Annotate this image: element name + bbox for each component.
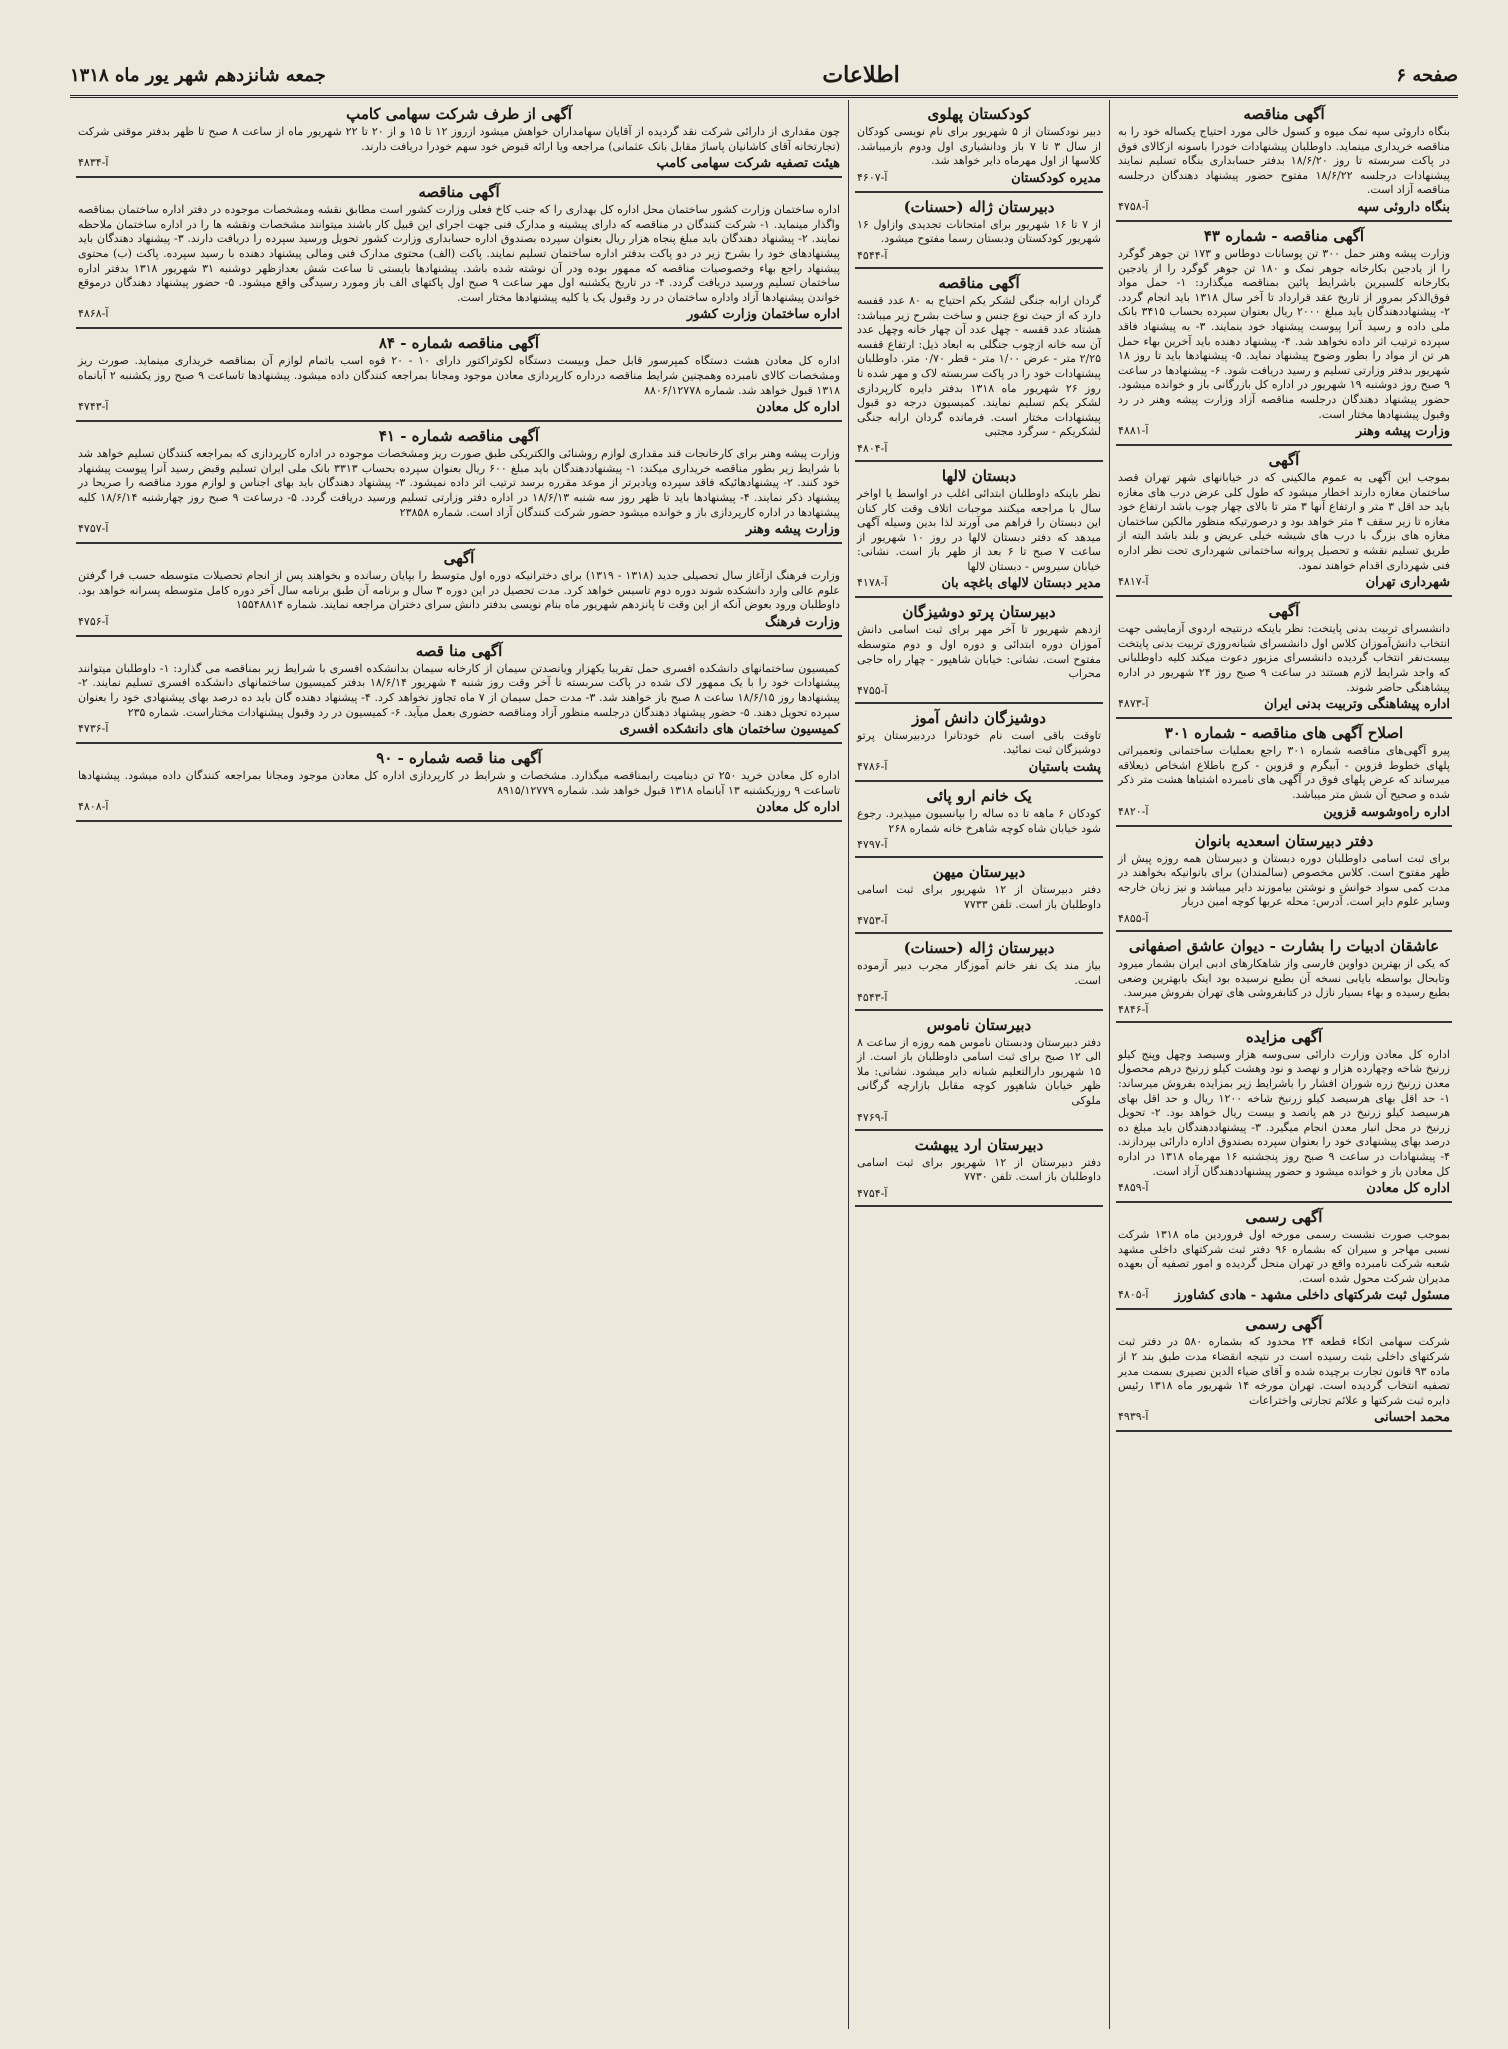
ad-number: آ-۴۷۳۶ (78, 722, 109, 736)
ad-signer: کمیسیون ساختمان های دانشکده افسری (619, 722, 840, 738)
ad-footer (857, 1187, 1101, 1200)
advertisement (1116, 827, 1452, 932)
ad-body: از ۷ تا ۱۶ شهریور برای امتحانات تجدیدی وازاول ۱۶ شهریور کودکستان ودبستان رسما مفتوح میشود. (857, 217, 1101, 246)
advertisement (76, 637, 842, 744)
ad-body: دبیر نودکستان از ۵ شهریور برای نام نویسی کودکان از سال ۳ تا ۷ باز ودانشیاری اول ودوم بازمیباشد. کلاسها از اول مهرماه دایر خواهد شد. (857, 125, 1102, 168)
ad-footer (857, 760, 1101, 775)
ad-title: آگهی منا قصه شماره - ۹۰ (376, 749, 542, 768)
ad-footer (78, 800, 840, 815)
ad-signer: وزارت پیشه وهنر (745, 522, 840, 538)
page-number: صفحه ۶ (1396, 64, 1458, 86)
ad-title: دبیرستان ژاله (حسنات) (903, 197, 1055, 216)
advertisement (855, 1011, 1103, 1131)
advertisement (855, 462, 1103, 599)
ad-title: آگهی (1268, 602, 1300, 621)
ad-body: بموجب این آگهی به عموم مالکینی که در خیابانهای شهر تهران قصد ساختمان مغازه دارند اخطار میشود که طول کلی عرض درب های مغازه باید حد اقل ۳ متر و ارتفاع آنها ۳ متر تا بالای چهار چوب باشد ارتفاع خود مغازه تا زیر سقف ۴ متر خواهد بود و درصورتیکه منظور مالکین ساختمان مغازه های بزرگ با درب های شیشه خیلی عریض و بلند باشد البته از طریق تسلیم نقشه و تحصیل پروانه ساختمانی شهرداری تحت نظر اداره فنی شهرداری اقدام خواهند نمود. (1118, 471, 1451, 572)
ad-body: که یکی از بهترین دواوین فارسی واز شاهکارهای ادبی ایران بشمار میرود وتابحال بواسطه بایابی نسخه آن بطبع نرسیده بود اینک بابهترین وضعی بطبع رسیده و بهاء بسیار نازل در کتابفروشی های تهران بفروش میرسد. (1118, 956, 1450, 1000)
ad-footer (857, 914, 1101, 927)
column-right (1109, 100, 1458, 2029)
advertisement (855, 100, 1103, 193)
ad-body: بموجب صورت نشست رسمی مورخه اول فروردین ماه ۱۳۱۸ شرکت نسبی مهاجر و سیران که بشماره ۹۶ دفتر ثبت شرکتهای داخلی مشهد شعبه شرکت نامبرده واقع در تهران منحل گردیده و امور تصفیه آن بعهده مدیران شرکت محول شده است. (1118, 1228, 1450, 1285)
ad-number: آ-۴۸۷۳ (1118, 697, 1149, 711)
ad-title: کودکستان پهلوی (927, 105, 1031, 123)
ad-title: آگهی (443, 549, 475, 568)
ad-footer (1118, 1181, 1450, 1196)
ad-number: آ-۴۷۵۷ (78, 522, 109, 536)
ad-footer (78, 400, 840, 415)
ad-footer (1118, 697, 1450, 712)
ad-signer: پشت باستیان (1028, 760, 1101, 776)
ad-number: آ-۴۷۵۸ (1118, 199, 1149, 213)
advertisement (1116, 1310, 1452, 1432)
ad-number: آ-۴۹۳۹ (1118, 1410, 1149, 1424)
ad-signer: وزارت پیشه وهنر (1355, 424, 1450, 440)
column-middle (848, 100, 1109, 2029)
ad-body: اداره کل معادن خرید ۲۵۰ تن دینامیت رابمناقصه میگذارد. مشخصات و شرایط در کارپردازی اداره کل معادن موجود ومجانا بمراجعه کنندگان داده میشود. پیشنهادها تاساعت ۹ روزیکشنبه ۱۳ آبانماه ۱۳۱۸ قبول خواهد شد. شماره ۸۹۱۵/۱۲۷۷۹ (78, 769, 840, 797)
ad-number: آ-۴۷۵۳ (857, 914, 888, 928)
ad-number: آ-۴۸۰۸ (78, 800, 109, 814)
issue-date: جمعه شانزدهم شهر یور ماه ۱۳۱۸ (70, 64, 326, 86)
advertisement (1116, 719, 1452, 826)
ad-number: آ-۴۸۶۸ (78, 307, 109, 321)
ad-body: گردان ارابه جنگی لشکر یکم احتیاج به ۸۰ عدد قفسه دارد که از حیث نوع جنس و ساخت بشرح زیر میباشد: هشتاد عدد قفسه - چهل عدد آن چهار خانه وچهل عدد آن سه خانه ازچوب جنگلی به ابعاد ذیل: ارتفاع قفسه ۲/۲۵ متر - عرض ۱/۰۰ متر - قطر ۰/۷۰ متر. داوطلبان پیشنهادات خود را در پاکت سربسته لاک و مهر شده تا روز ۲۶ شهریور ماه ۱۳۱۸ بدفتر دایره کارپردازی لشکر یکم تسلیم نمایند. کمیسیون درجه دو قبول پیشنهادات مختار است. فرمانده گردان ارابه جنگی لشکریکم - سرگرد مجتبی (857, 293, 1102, 439)
newspaper-name: اطلاعات (822, 62, 900, 88)
ad-body: ازدهم شهریور تا آخر مهر برای ثبت اسامی دانش آموزان دوره ابتدائی و دوره اول و دوم متوسطه مفتوح است. نشانی: خیابان شاهپور - چهار راه حاجی محراب (857, 623, 1101, 681)
ad-title: عاشقان ادبیات را بشارت - دیوان عاشق اصفهانی (1128, 936, 1440, 955)
ad-number: آ-۴۸۰۵ (1118, 1288, 1149, 1302)
ad-number: آ-۴۷۸۶ (857, 760, 888, 774)
ad-title: آگهی از طرف شرکت سهامی کامپ (346, 105, 572, 123)
ad-title: دبیرستان میهن (932, 863, 1026, 882)
ad-number: آ-۴۷۴۳ (78, 400, 109, 414)
ad-number: آ-۴۵۴۳ (857, 990, 888, 1004)
advertisement (855, 934, 1103, 1010)
ad-title: آگهی مناقصه شماره - ۴۱ (378, 427, 540, 446)
advertisement (76, 100, 842, 178)
ad-signer: اداره کل معادن (756, 400, 840, 416)
ad-footer (1118, 575, 1450, 590)
ad-body: چون مقداری از دارائی شرکت نقد گردیده از آقایان سهامداران خواهش میشود ازروز ۱۲ تا ۱۵ و از ۲۰ تا ۲۲ شهریور ماه از ساعت ۸ صبح تا ظهر بدفتر موقتی شرکت (تجارتخانه آقای کاشانیان پاساژ مقابل بانک عثمانی) مراجعه ویا ارائه قبوض خود سهم خودرا دریافت دارند. (78, 125, 841, 153)
advertisement (1116, 1023, 1452, 1203)
ad-signer: شهرداری تهران (1365, 575, 1450, 591)
ad-title: دبیرستان ژاله (حسنات) (903, 939, 1055, 958)
advertisement (855, 1131, 1103, 1207)
ad-number: آ-۴۸۵۹ (1118, 1181, 1149, 1195)
ad-title: آگهی مناقصه شماره - ۸۴ (378, 334, 540, 353)
ad-body: اداره کل معادن وزارت دارائی سی‌وسه هزار وسیصد وچهل وپنج کیلو زرنیخ شاخه وچهارده هزار و نهصد و نود وهشت کیلو زرنیخ درهم محصول معدن زرنیخ زره شوران افشار را باشرایط زیر بمزایده بفروش میرساند: ۱- حد اقل بهای هرسیصد کیلو زرنیخ شاخه ۱۲۰۰ ریال و حد اقل بهای هرسیصد کیلو زرنیخ در هم پانصد و بیست ریال خواهد بود. ۲- تحویل زرنیخ در محل انبار معدن انجام میگیرد. ۳- پیشنهاددهندگان باید مبلغ ده درصد بهای پیشنهادی خود را بعنوان سپرده بصندوق اداره دارائی بپردازند. ۴- پیشنهادات در ساعت ۹ صبح روز پنجشنبه ۱۶ مهرماه ۱۳۱۸ در اداره کل معادن باز و خوانده میشود و حضور پیشنهاددهندگان آزاد است. (1118, 1047, 1450, 1178)
ad-footer (1118, 200, 1450, 215)
ad-footer (1118, 424, 1450, 439)
ad-body: تاوقت باقی است نام خودتانرا دردبیرستان پرتو دوشیزگان ثبت نمائید. (857, 728, 1101, 757)
ad-number: آ-۴۸۳۴ (78, 156, 109, 170)
advertisement (1116, 222, 1452, 446)
ad-number: آ-۴۶۰۷ (857, 170, 888, 184)
ad-signer: وزارت فرهنگ (764, 614, 840, 630)
ad-number: آ-۴۱۷۸ (857, 576, 888, 590)
ad-footer (857, 991, 1101, 1004)
advertisement (855, 269, 1103, 462)
ad-title: دوشیزگان دانش آموز (912, 708, 1046, 727)
ad-footer (857, 1111, 1101, 1124)
ad-body: پیرو آگهی‌های مناقصه شماره ۳۰۱ راجع بعملیات ساختمانی وتعمیراتی پلهای خطوط قزوین - آبیگرم و قزوین - کرج باطلاع اشخاص ذیعلاقه میرساند که عرض پلهای فوق در آگهی های نامبرده اشتباها هشت متر ذکر شده و صحیح آن شش متر میباشد. (1118, 744, 1450, 801)
ad-title: آگهی رسمی (1245, 1208, 1323, 1227)
ad-footer (1118, 1288, 1450, 1303)
ad-body: کودکان ۶ ماهه تا ده ساله را بپانسیون میپذیرد. رجوع شود خیابان شاه کوچه شاهرخ خانه شماره ۲۶۸ (857, 807, 1101, 835)
advertisement (76, 744, 842, 822)
columns (70, 100, 1458, 2029)
ad-number: آ-۴۸۰۴ (857, 441, 888, 455)
ad-body: اداره کل معادن هشت دستگاه کمپرسور قابل حمل وبیست دستگاه لکوتراکتور دارای ۱۰ - ۲۰ قوه اسب باتمام لوازم آن بمناقصه خریداری مینماید. صورت ریز ومشخصات کالای نامبرده وهمچنین شرایط مناقصه درداره کارپردازی معادن موجود ومجانا بمراجعه کنندگان داده میشود. پیشنهادها تاساعت ۹ صبح روز یکشنبه ۲ آبانماه ۱۳۱۸ قبول خواهد شد. شماره ۸۸۰۶/۱۲۷۷۸ (78, 354, 840, 397)
ad-body: دفتر دبیرستان از ۱۲ شهریور برای ثبت اسامی داوطلبان باز است. تلفن ۷۷۳۳ (857, 883, 1101, 911)
ad-body: کمیسیون ساختمانهای دانشکده افسری حمل تقریبا یکهزار ویانصدتن سیمان از کارخانه سیمان بدانشکده افسری با شرایط زیر بمناقصه می گذارد: ۱- داوطلبان میتوانند پیشنهادات خود را با یک ممهور لاک شده در پاکت سربسته تا آخر وقت روز شنبه ۴ شهریور ۱۸/۶/۱۴ بدفتر کمیسیون ساختمانهای دانشکده افسری تسلیم نمایند. ۲- پیشنهادها روز ۱۸/۶/۱۵ ساعت ۸ صبح باز خواهند شد. ۳- مدت حمل سیمان از ۷ ماه تجاوز نخواهد کرد. ۴- پیشنهاد دهنده گان باید ده درصد بهای پیشنهادی خود را بعنوان سپرده تحویل دهند. ۵- حضور پیشنهاد دهندگان درجلسه منظور آزاد ومناقصه حضوری بعمل میآید. ۶- کمیسیون در رد وقبول پیشنهادات مختاراست. شماره ۲۳۵ (78, 661, 841, 719)
ad-body: دفتر دبیرستان ودبستان ناموس همه روزه از ساعت ۸ الی ۱۲ صبح برای ثبت اسامی داوطلبان باز است. از ۱۵ شهریور دارالتعلیم شبانه دایر میشود. نشانی: ملا ظهر خیابان شاهپور کوچه مقابل بازارچه گرگانی ملوکی (857, 1035, 1101, 1107)
ad-title: آگهی منا قصه (415, 641, 503, 660)
ad-footer (78, 722, 840, 737)
ad-title: دبستان لالها (941, 466, 1017, 485)
ad-signer: محمد احسانی (1374, 1410, 1450, 1426)
ad-footer (857, 442, 1101, 455)
ad-title: دبیرستان ناموس (926, 1015, 1032, 1034)
ad-signer: بنگاه داروئی سپه (1357, 199, 1450, 215)
ad-footer (78, 615, 840, 630)
ad-number: آ-۴۸۲۰ (1118, 804, 1149, 818)
ad-number: آ-۴۷۹۷ (857, 838, 888, 852)
advertisement (1116, 1203, 1452, 1310)
ad-footer (1118, 912, 1450, 925)
ad-footer (857, 576, 1101, 591)
advertisement (1116, 597, 1452, 719)
ad-body: دفتر دبیرستان از ۱۲ شهریور برای ثبت اسامی داوطلبان باز است. تلفن ۷۷۳۰ (857, 1155, 1101, 1184)
ad-body: برای ثبت اسامی داوطلبان دوره دبستان و دبیرستان همه روزه پیش از ظهر مفتوح است. کلاس مخصوص (سالمندان) برای بانوانیکه بخواهند در مدت کمی سواد خوانش و نوشتن بیاموزند دایر میباشد و نیز زبان خارجه وسایر علوم دایر است. آدرس: محله عربها کوچه امین دربار (1118, 851, 1450, 909)
ad-signer: اداره راه‌وشوسه قزوین (1323, 804, 1450, 820)
ad-body: اداره ساختمان وزارت کشور ساختمان محل اداره کل بهداری را که جنب کاخ فعلی وزارت کشور است مطابق نقشه ومشخصات موجوده در دفتر اداره ساختمان بمناقصه واگذار مینماید. ۱- شرکت کنندگان در مناقصه که دارای پیشینه و مدارک فنی جهت اجرای این قبیل کار باشند میتوانند مشخصات ونقشه ها را در اداره ساختمان ملاحظه نمایند. ۲- پیشنهاد دهندگان باید مبلغ پنجاه هزار ریال بعنوان سپرده بصندوق اداره حسابداری وزارت کشور تحویل ورسید سپرده را دریافت دارند. ۳- پیشنهاد دهندگان باید پیشنهادهای خود را بشرح زیر در دو پاکت بدفتر اداره ساختمان تسلیم نمایند. پاکت (الف) محتوی مدارک فنی ومالی پیشنهاد دهنده با رسید سپرده. پاکت (ب) محتوی پیشنهاد راجع بهاء وخصوصیات مناقصه که ممهور بوده ودر آن نوشته شده باشد. پیشنهادها بایستی تا ساعت شش بعدازظهر دوشنبه ۳۱ شهریور ۱۳۱۸ بدفتر اداره ساختمان تسلیم ورسید دریافت گردد. ۴- در تاریخ یکشنبه اول مهر ساعت ۹ صبح اول پاکتهای الف باز ومورد رسیدگی واقع میشود. ۵- حضور پیشنهاد دهندگان درموقع خواندن پیشنهادها آزاد واداره ساختمان در رد وقبول یک یا کلیه پیشنهادها مختار است. (78, 203, 841, 304)
advertisement (855, 858, 1103, 934)
ad-body: دانشسرای تربیت بدنی پایتخت: نظر باینکه درنتیجه اردوی آزمایشی جهت انتخاب دانش‌آموزان کلاس اول دانشسرای شبانه‌روزی تربیت بدنی پایتخت بیست‌نفر انتخاب گردیده دانشسرای مزبور دعوت میکند کلیه داوطلبانی که واجد شرایط لازم هستند در ساعت ۹ صبح روز ۲۴ شهریور در اداره پیشاهنگی حاضر شوند. (1118, 622, 1451, 694)
ad-title: اصلاح آگهی های مناقصه - شماره ۳۰۱ (1164, 724, 1404, 743)
ad-signer: مدیره کودکستان (1011, 170, 1101, 186)
ad-number: آ-۴۸۸۱ (1118, 424, 1149, 438)
advertisement (76, 329, 842, 422)
ad-number: آ-۴۷۶۹ (857, 1110, 888, 1124)
ad-body: بیاز مند یک نفر خانم آموزگار مجرب دبیر آزموده است. (857, 959, 1101, 987)
ad-footer (857, 838, 1101, 851)
advertisement (1116, 932, 1452, 1023)
ad-body: نظر باینکه داوطلبان ابتدائی اغلب در اواسط یا اواخر سال با مراجعه میکنند موجبات اتلاف وقت کار کنان این دبستان را فراهم می آورند لذا بدین وسیله آگهی میدهد که دفتر دبستان لالها در روز ۱۰ شهریور از ساعت ۷ صبح تا ۶ بعد از ظهر باز است. نشانی: خیابان سیروس - دبستان لالها (857, 486, 1101, 573)
ad-body: بنگاه داروئی سپه نمک میوه و کسول خالی مورد احتیاج یکساله خود را به مناقصه خریداری مینماید. داوطلبان پیشنهادات خودرا باسونه ازکالای فوق در پاکت سربسته تا روز ۱۸/۶/۲۰ بدفتر حسابداری بنگاه تسلیم نمایند پیشنهادات درجلسه ۱۸/۶/۲۲ مفتوح حضور پیشنهاد دهندگان درجلسه مناقصه آزاد است. (1118, 125, 1450, 197)
ad-title: آگهی مناقصه (418, 183, 500, 202)
ad-footer (1118, 1410, 1450, 1425)
ad-signer: اداره پیشاهنگی وتربیت بدنی ایران (1264, 697, 1450, 713)
ad-signer: مدیر دبستان لالهای باغچه بان (941, 576, 1101, 592)
column-left (70, 100, 848, 2029)
ad-footer (1118, 1003, 1450, 1016)
ad-body: وزارت فرهنگ ازآغاز سال تحصیلی جدید (۱۳۱۸ - ۱۳۱۹) برای دخترانیکه دوره اول متوسط را بپایان رسانده و بخواهند پس از انجام تحصیلات متوسطه حسب فرا گرفتن علوم عالی وارد دانشکده شوند دوره دوم تاسیس خواهد کرد. مدت تحصیل در این دوره ۳ سال و برنامه آن طبق برنامه سال آخر دوره کامل متوسطه پسرانه خواهد بود. داوطلبان ورود بعوض آنکه از این وقت تا پانزدهم شهریور ماه بنام نویسی بدفتر دانش سرای دختران مراجعه نمایند. شماره ۱۵۵۴۸۸۱۴ (78, 569, 841, 612)
advertisement (855, 598, 1103, 703)
ad-body: وزارت پیشه وهنر برای کارخانجات قند مقداری لوازم روشنائی والکتریکی طبق صورت ریز ومشخصات موجوده در اداره کارپردازی که بمراجعه کنندگان تسلیم خواهد شد با شرایط زیر بطور مناقصه خریداری میکند: ۱- پیشنهاددهندگان باید مبلغ ۶۰۰ ریال بعنوان سپرده بحساب ۳۳۱۳ بانک ملی ایران تسلیم وقبض رسید آنرا پیوست پیشنهاد خود کنند. ۲- پیشنهادهائیکه فاقد سپرده ویادیرتر از موعد مقرره برسد ترتیب اثر داده نمیشود. ۳- پیشنهاد دهندگان باید بهای اجناس و لوازم مورد مناقصه را صریحا در پیشنهاد ذکر نمایند. ۴- پیشنهادها باید تا ظهر روز سه شنبه ۱۸/۶/۱۳ در اداره دفتر وزارتی تسلیم ورسید دریافت گردد. ۵- درساعت ۹ صبح روز چهارشنبه ۱۸/۶/۱۴ کلیه پیشنهادها در اداره کارپردازی باز و خوانده میشود حضور شرکت کنندگان آزاد است. شماره ۲۳۸۵۸ (78, 447, 841, 519)
ad-title: آگهی مناقصه - شماره ۴۳ (1203, 226, 1365, 245)
ad-number: آ-۴۷۵۶ (78, 614, 109, 628)
ad-number: آ-۴۷۵۴ (857, 1186, 888, 1200)
ad-footer (857, 249, 1101, 262)
ad-body: وزارت پیشه وهنر حمل ۳۰۰ تن پوسانات دوطاس و ۱۷۳ تن جوهر گوگرد را از یادجین بکارخانه جوهر نمک و ۱۸۰ تن جوهر گوگرد را از یادجین بکارخانه کلسیرین باشرایط پائین بمناقصه میگذارد: ۱- حمل مواد فوق‌الذکر بمرور از تاریخ عقد قرارداد تا آخر سال ۱۳۱۸ باید انجام گردد. ۲- پیشنهاددهندگان باید مبلغ ۲۰۰۰ ریال بعنوان سپرده بحساب ۳۴۱۵ بانک ملی داده و رسید آنرا پیوست پیشنهاد خود بنمایند. ۳- به پیشنهاد فاقد سپرده ترتیب اثر داده نخواهد شد. ۴- پیشنهاد دهنده باید آخرین بهاء حمل هر تن از مواد را بطور وضوح پیشنهاد نماید. ۵- پیشنهادها باید تا روز ۱۸ شهریور بدفتر وزارتی تسلیم و رسید دریافت شود. ۶- پیشنهادها در ساعت ۹ صبح روز دوشنبه ۱۹ شهریور در اداره کل بازرگانی باز و خوانده میشود. حضور پیشنهاد دهندگان درجلسه مناقصه آزاد وزارت پیشه وهنر در رد وقبول پیشنهادها مختار است. (1118, 246, 1451, 421)
advertisement (855, 193, 1103, 269)
ad-title: دبیرستان ارد یبهشت (914, 1135, 1044, 1154)
advertisement (1116, 446, 1452, 597)
ad-footer (78, 307, 840, 322)
ad-number: آ-۴۸۵۵ (1118, 911, 1149, 925)
ad-number: آ-۴۸۴۶ (1118, 1002, 1149, 1016)
ad-number: آ-۴۷۵۵ (857, 683, 888, 697)
advertisement (76, 544, 842, 637)
ad-signer: اداره کل معادن (1366, 1181, 1450, 1197)
ad-title: آگهی مناقصه (938, 273, 1020, 292)
ad-number: آ-۴۵۴۴ (857, 248, 888, 262)
advertisement (1116, 100, 1452, 222)
ad-title: آگهی مزایده (1245, 1027, 1323, 1046)
ad-footer (78, 522, 840, 537)
ad-title: دبیرستان پرتو دوشیزگان (902, 603, 1056, 622)
advertisement (855, 782, 1103, 858)
ad-footer (1118, 805, 1450, 820)
ad-number: آ-۴۸۱۷ (1118, 575, 1149, 589)
ad-signer: مسئول ثبت شرکتهای داخلی مشهد - هادی کشاورز (1174, 1288, 1450, 1304)
advertisement (855, 704, 1103, 782)
ad-footer (78, 156, 840, 171)
ad-title: آگهی رسمی (1245, 1315, 1323, 1334)
ad-footer (857, 684, 1101, 697)
advertisement (76, 178, 842, 329)
ad-title: یک خانم ارو پائی (926, 787, 1032, 806)
ad-signer: اداره کل معادن (756, 800, 840, 816)
header-rule (70, 95, 1458, 98)
ad-title: آگهی (1268, 451, 1300, 470)
ad-signer: اداره ساختمان وزارت کشور (687, 307, 840, 323)
ad-body: شرکت سهامی اتکاء قطعه ۲۴ محدود که بشماره ۵۸۰ در دفتر ثبت شرکتهای داخلی بثبت رسیده است در نتیجه انقضاء مدت طبق بند ۲ از ماده ۹۳ قانون تجارت برچیده شده و آقای ضیاء الدین نصیری بسمت مدیر تصفیه انتخاب گردیده است. تهران مورخه ۱۴ شهریور ماه ۱۳۱۸ رئیس دایره ثبت شرکتها و علائم تجارتی واختراعات (1118, 1335, 1451, 1407)
ad-title: دفتر دبیرستان اسعدیه بانوان (1194, 831, 1374, 850)
advertisement (76, 422, 842, 544)
ad-signer: هیئت تصفیه شرکت سهامی کامپ (656, 156, 840, 172)
masthead (70, 58, 1458, 92)
ad-footer (857, 171, 1101, 186)
ad-title: آگهی مناقصه (1243, 105, 1325, 123)
